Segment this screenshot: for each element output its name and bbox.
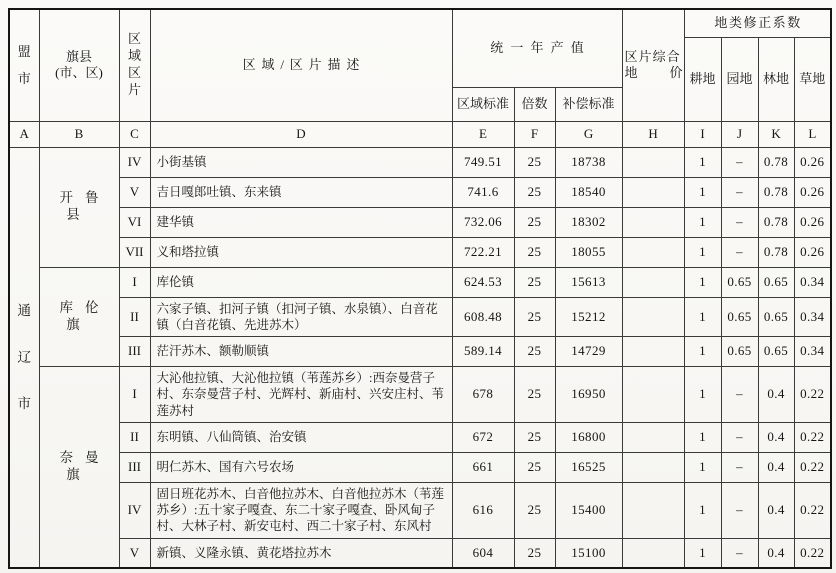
description-cell: 建华镇 bbox=[150, 207, 452, 237]
forest-coeff-cell: 0.65 bbox=[758, 267, 794, 297]
regional-standard-cell: 661 bbox=[452, 452, 514, 482]
table-row bbox=[9, 237, 831, 267]
multiple-cell: 25 bbox=[514, 367, 555, 423]
zone-cell: III bbox=[119, 452, 150, 482]
garden-coeff-cell: – bbox=[721, 538, 758, 568]
column-letter: I bbox=[684, 121, 721, 147]
table-row bbox=[9, 267, 831, 297]
banner-county-label-line1: 旗县 bbox=[65, 49, 92, 64]
header-landtype-coefficient-group: 地类修正系数 bbox=[684, 9, 831, 37]
district-composite-price-cell bbox=[622, 207, 684, 237]
table-row bbox=[9, 337, 831, 367]
header-banner-county bbox=[39, 9, 119, 121]
district-price-label-line1: 区片综合 bbox=[624, 49, 681, 64]
table-row bbox=[9, 207, 831, 237]
header-district-composite-price bbox=[622, 9, 684, 121]
district-composite-price-cell bbox=[622, 367, 684, 423]
compensation-standard-cell: 16800 bbox=[555, 422, 622, 452]
farmland-coeff-cell: 1 bbox=[684, 207, 721, 237]
forest-coeff-cell: 0.78 bbox=[758, 207, 794, 237]
table-row bbox=[9, 422, 831, 452]
district-composite-price-cell bbox=[622, 267, 684, 297]
regional-standard-cell: 608.48 bbox=[452, 297, 514, 337]
multiple-cell: 25 bbox=[514, 147, 555, 177]
zone-cell: VII bbox=[119, 237, 150, 267]
zone-cell: I bbox=[119, 367, 150, 423]
description-cell: 东明镇、八仙筒镇、治安镇 bbox=[150, 422, 452, 452]
description-cell: 六家子镇、扣河子镇（扣河子镇、水泉镇）、白音花镇（白音花镇、先进苏木） bbox=[150, 297, 452, 337]
farmland-coeff-cell: 1 bbox=[684, 452, 721, 482]
description-cell: 大沁他拉镇、大沁他拉镇（苇莲苏乡）:西奈曼营子村、东奈曼营子村、光辉村、新庙村、兴安庄村、苇莲苏村 bbox=[150, 367, 452, 423]
regional-standard-cell: 749.51 bbox=[452, 147, 514, 177]
forest-coeff-cell: 0.4 bbox=[758, 482, 794, 538]
multiple-cell: 25 bbox=[514, 422, 555, 452]
description-cell: 库伦镇 bbox=[150, 267, 452, 297]
compensation-standard-cell: 14729 bbox=[555, 337, 622, 367]
header-regional-standard: 区域标准 bbox=[452, 87, 514, 121]
garden-coeff-cell: – bbox=[721, 207, 758, 237]
garden-coeff-cell: – bbox=[721, 367, 758, 423]
grassland-coeff-cell: 0.34 bbox=[794, 297, 831, 337]
header-zone-section bbox=[119, 9, 150, 121]
regional-standard-cell: 741.6 bbox=[452, 177, 514, 207]
column-letter: B bbox=[39, 121, 119, 147]
compensation-standard-cell: 15212 bbox=[555, 297, 622, 337]
league-city-label: 盟 市 bbox=[17, 43, 31, 87]
farmland-coeff-cell: 1 bbox=[684, 237, 721, 267]
regional-standard-cell: 624.53 bbox=[452, 267, 514, 297]
zone-cell: II bbox=[119, 297, 150, 337]
forest-coeff-cell: 0.4 bbox=[758, 452, 794, 482]
compensation-standard-cell: 18738 bbox=[555, 147, 622, 177]
district-composite-price-cell bbox=[622, 538, 684, 568]
column-letter: G bbox=[555, 121, 622, 147]
district-composite-price-cell bbox=[622, 337, 684, 367]
compensation-standard-cell: 16950 bbox=[555, 367, 622, 423]
table-body bbox=[9, 147, 831, 568]
zone-cell: IV bbox=[119, 147, 150, 177]
regional-standard-cell: 732.06 bbox=[452, 207, 514, 237]
zone-cell: I bbox=[119, 267, 150, 297]
grassland-coeff-cell: 0.22 bbox=[794, 538, 831, 568]
column-letter: H bbox=[622, 121, 684, 147]
zone-cell: VI bbox=[119, 207, 150, 237]
regional-standard-cell: 604 bbox=[452, 538, 514, 568]
column-letter: E bbox=[452, 121, 514, 147]
regional-standard-cell: 672 bbox=[452, 422, 514, 452]
column-letter: L bbox=[794, 121, 831, 147]
table-row bbox=[9, 452, 831, 482]
forest-coeff-cell: 0.78 bbox=[758, 147, 794, 177]
county-cell: 库伦旗 bbox=[39, 267, 119, 367]
zone-cell: V bbox=[119, 538, 150, 568]
garden-coeff-cell: 0.65 bbox=[721, 267, 758, 297]
farmland-coeff-cell: 1 bbox=[684, 337, 721, 367]
table-row bbox=[9, 147, 831, 177]
column-letter: F bbox=[514, 121, 555, 147]
district-composite-price-cell bbox=[622, 422, 684, 452]
banner-county-label-line2: (市、区) bbox=[55, 65, 103, 81]
farmland-coeff-cell: 1 bbox=[684, 297, 721, 337]
compensation-standard-cell: 18302 bbox=[555, 207, 622, 237]
header-multiple: 倍数 bbox=[514, 87, 555, 121]
description-cell: 义和塔拉镇 bbox=[150, 237, 452, 267]
regional-standard-cell: 589.14 bbox=[452, 337, 514, 367]
column-letter: A bbox=[9, 121, 39, 147]
forest-coeff-cell: 0.4 bbox=[758, 422, 794, 452]
column-letter: C bbox=[119, 121, 150, 147]
header-league-city bbox=[9, 9, 39, 121]
column-letter: J bbox=[721, 121, 758, 147]
forest-coeff-cell: 0.65 bbox=[758, 337, 794, 367]
multiple-cell: 25 bbox=[514, 297, 555, 337]
description-cell: 吉日嘎郎吐镇、东来镇 bbox=[150, 177, 452, 207]
garden-coeff-cell: – bbox=[721, 147, 758, 177]
header-compensation-standard: 补偿标准 bbox=[555, 87, 622, 121]
county-cell: 开鲁县 bbox=[39, 147, 119, 267]
regional-standard-cell: 616 bbox=[452, 482, 514, 538]
district-composite-price-cell bbox=[622, 177, 684, 207]
multiple-cell: 25 bbox=[514, 237, 555, 267]
regional-standard-cell: 678 bbox=[452, 367, 514, 423]
header-zone-description: 区域/区片描述 bbox=[150, 9, 452, 121]
farmland-coeff-cell: 1 bbox=[684, 267, 721, 297]
farmland-coeff-cell: 1 bbox=[684, 482, 721, 538]
grassland-coeff-cell: 0.26 bbox=[794, 177, 831, 207]
header-forest-coeff: 林地 bbox=[758, 37, 794, 121]
grassland-coeff-cell: 0.22 bbox=[794, 482, 831, 538]
district-composite-price-cell bbox=[622, 237, 684, 267]
farmland-coeff-cell: 1 bbox=[684, 367, 721, 423]
zone-cell: III bbox=[119, 337, 150, 367]
farmland-coeff-cell: 1 bbox=[684, 177, 721, 207]
grassland-coeff-cell: 0.26 bbox=[794, 147, 831, 177]
land-compensation-table bbox=[8, 8, 832, 569]
compensation-standard-cell: 15100 bbox=[555, 538, 622, 568]
multiple-cell: 25 bbox=[514, 452, 555, 482]
district-composite-price-cell bbox=[622, 452, 684, 482]
compensation-standard-cell: 15400 bbox=[555, 482, 622, 538]
city-cell bbox=[9, 147, 39, 568]
column-letter: D bbox=[150, 121, 452, 147]
grassland-coeff-cell: 0.34 bbox=[794, 267, 831, 297]
header-row-1 bbox=[9, 9, 831, 37]
grassland-coeff-cell: 0.34 bbox=[794, 337, 831, 367]
description-cell: 小街基镇 bbox=[150, 147, 452, 177]
grassland-coeff-cell: 0.26 bbox=[794, 207, 831, 237]
header-garden-coeff: 园地 bbox=[721, 37, 758, 121]
grassland-coeff-cell: 0.22 bbox=[794, 367, 831, 423]
district-price-label-line2: 地价 bbox=[624, 65, 683, 81]
garden-coeff-cell: – bbox=[721, 482, 758, 538]
district-composite-price-cell bbox=[622, 482, 684, 538]
zone-cell: V bbox=[119, 177, 150, 207]
description-cell: 新镇、义隆永镇、黄花塔拉苏木 bbox=[150, 538, 452, 568]
compensation-standard-cell: 16525 bbox=[555, 452, 622, 482]
farmland-coeff-cell: 1 bbox=[684, 147, 721, 177]
district-composite-price-cell bbox=[622, 147, 684, 177]
garden-coeff-cell: – bbox=[721, 422, 758, 452]
grassland-coeff-cell: 0.22 bbox=[794, 422, 831, 452]
compensation-standard-cell: 18540 bbox=[555, 177, 622, 207]
multiple-cell: 25 bbox=[514, 337, 555, 367]
county-cell: 奈曼旗 bbox=[39, 367, 119, 569]
table-row bbox=[9, 367, 831, 423]
farmland-coeff-cell: 1 bbox=[684, 538, 721, 568]
description-cell: 明仁苏木、国有六号农场 bbox=[150, 452, 452, 482]
multiple-cell: 25 bbox=[514, 482, 555, 538]
header-grassland-coeff: 草地 bbox=[794, 37, 831, 121]
garden-coeff-cell: 0.65 bbox=[721, 337, 758, 367]
multiple-cell: 25 bbox=[514, 538, 555, 568]
zone-cell: II bbox=[119, 422, 150, 452]
multiple-cell: 25 bbox=[514, 177, 555, 207]
forest-coeff-cell: 0.78 bbox=[758, 237, 794, 267]
header-farmland-coeff: 耕地 bbox=[684, 37, 721, 121]
multiple-cell: 25 bbox=[514, 267, 555, 297]
regional-standard-cell: 722.21 bbox=[452, 237, 514, 267]
multiple-cell: 25 bbox=[514, 207, 555, 237]
grassland-coeff-cell: 0.22 bbox=[794, 452, 831, 482]
column-letter: K bbox=[758, 121, 794, 147]
forest-coeff-cell: 0.78 bbox=[758, 177, 794, 207]
zone-section-label: 区 域 区 片 bbox=[127, 31, 141, 98]
garden-coeff-cell: – bbox=[721, 452, 758, 482]
column-letter-row bbox=[9, 121, 831, 147]
compensation-standard-cell: 18055 bbox=[555, 237, 622, 267]
garden-coeff-cell: – bbox=[721, 177, 758, 207]
compensation-standard-cell: 15613 bbox=[555, 267, 622, 297]
description-cell: 固日班花苏木、白音他拉苏木、白音他拉苏木（苇莲苏乡）:五十家子嘎查、东二十家子嘎查、卧风甸子村、大林子村、新安屯村、西二十家子村、东风村 bbox=[150, 482, 452, 538]
table-row bbox=[9, 538, 831, 568]
grassland-coeff-cell: 0.26 bbox=[794, 237, 831, 267]
header-unified-annual-value-group: 统一年产值 bbox=[452, 9, 622, 87]
forest-coeff-cell: 0.65 bbox=[758, 297, 794, 337]
garden-coeff-cell: 0.65 bbox=[721, 297, 758, 337]
description-cell: 茫汗苏木、额勒顺镇 bbox=[150, 337, 452, 367]
city-name-vertical: 通 辽 市 bbox=[17, 303, 31, 411]
zone-cell: IV bbox=[119, 482, 150, 538]
table-row bbox=[9, 297, 831, 337]
district-composite-price-cell bbox=[622, 297, 684, 337]
garden-coeff-cell: – bbox=[721, 237, 758, 267]
farmland-coeff-cell: 1 bbox=[684, 422, 721, 452]
forest-coeff-cell: 0.4 bbox=[758, 538, 794, 568]
table-header bbox=[9, 9, 831, 147]
table-row bbox=[9, 482, 831, 538]
table-row bbox=[9, 177, 831, 207]
forest-coeff-cell: 0.4 bbox=[758, 367, 794, 423]
